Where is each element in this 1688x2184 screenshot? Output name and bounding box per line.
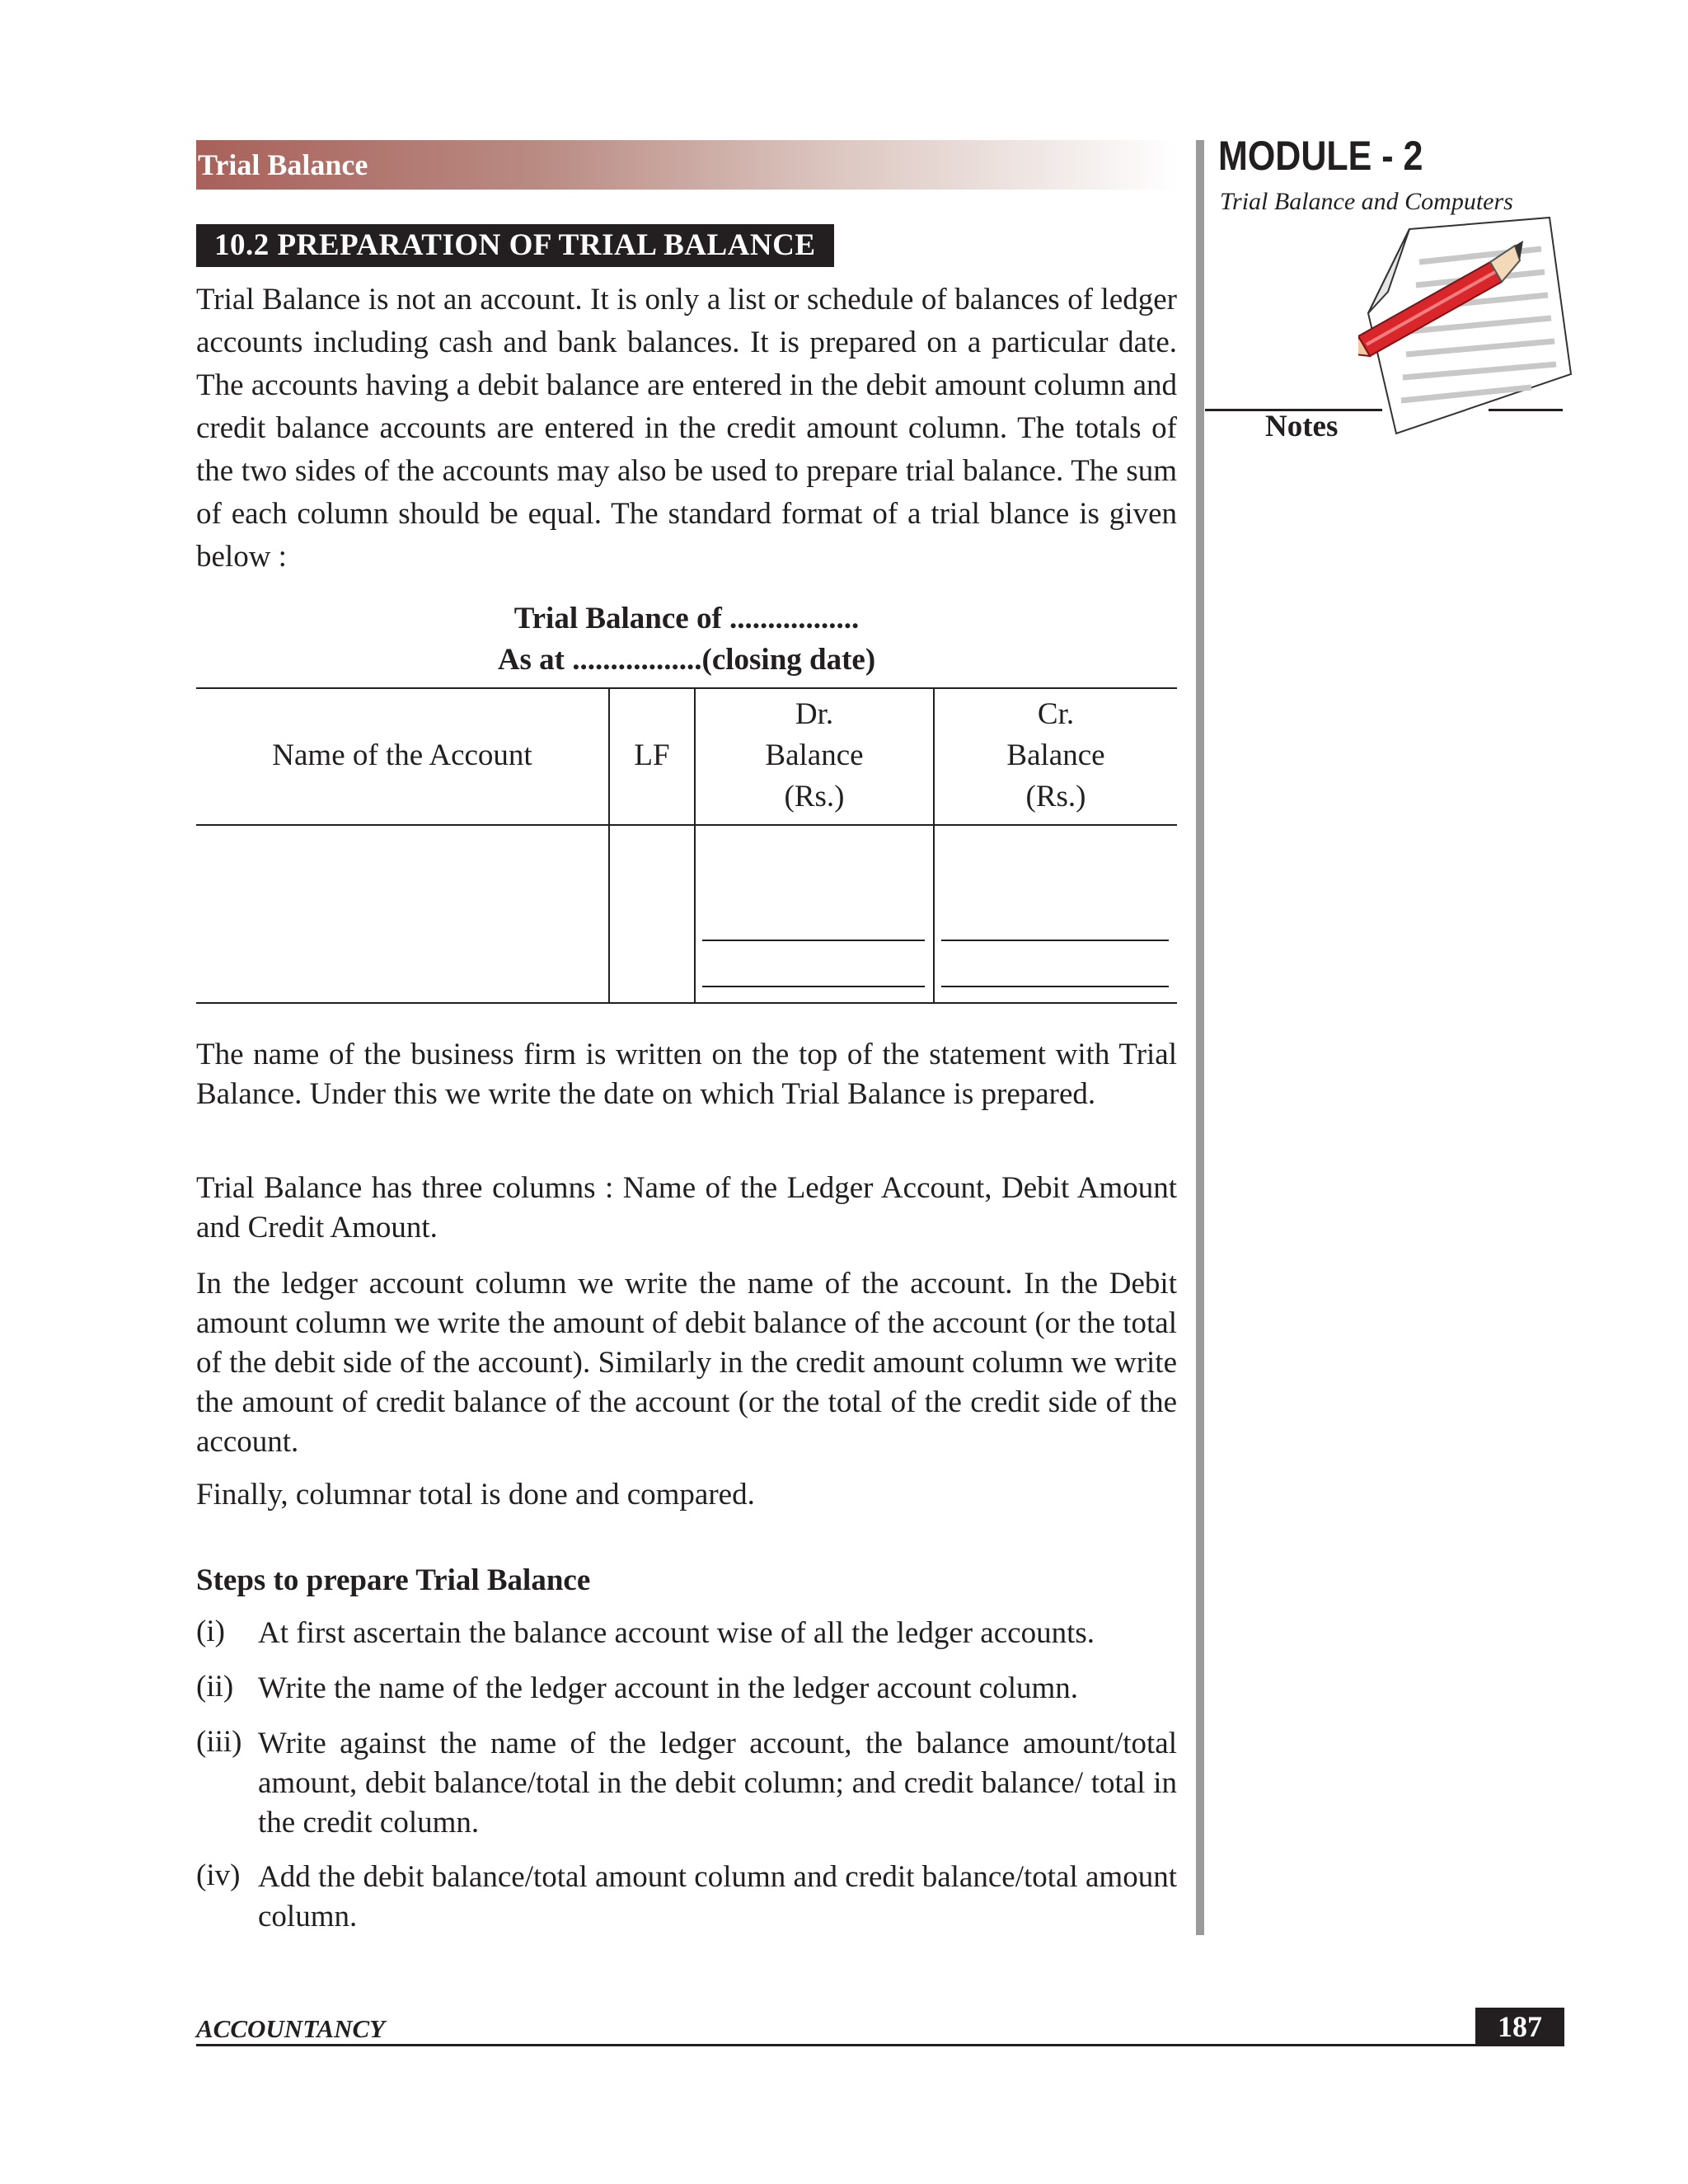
column-header-lf: LF bbox=[634, 738, 670, 772]
cr-total-rule bbox=[941, 940, 1169, 941]
section-heading: 10.2 PREPARATION OF TRIAL BALANCE bbox=[196, 224, 834, 267]
list-item bbox=[0, 1669, 1179, 1710]
paragraph: Finally, columnar total is done and compared. bbox=[196, 1478, 755, 1511]
notes-rule bbox=[1489, 409, 1563, 411]
intro-paragraph: Trial Balance is not an account. It is only a list or schedule of balances of ledger accounts including cash and bank balances. It is prepared on a particular date. The accounts having a debit balance are entered in the debit amount column and credit balance accounts are entered in the credit amount column. The totals of the two sides of the accounts may also be used to prepare trial balance. The sum of each column should be equal. The standard format of a trial blance is given below : bbox=[196, 283, 1177, 574]
column-header-dr-line: Dr. bbox=[795, 697, 834, 731]
step-number: (iii) bbox=[196, 1725, 242, 1759]
column-header-dr-line: (Rs.) bbox=[784, 780, 845, 813]
dr-total-rule bbox=[702, 940, 925, 941]
cr-total-rule bbox=[941, 986, 1169, 987]
table-header-rule bbox=[196, 824, 1177, 826]
paragraph: In the ledger account column we write the name of the account. In the Debit amount column we write the amount of debit balance of the account (or the total of the debit side of the account). Similarly in the credit amount column we write the amount of credit balance of the account (or the total of the credit side of the account. bbox=[196, 1267, 1177, 1459]
trial-balance-format-table bbox=[196, 687, 1177, 1004]
table-caption-line1: Trial Balance of ................. bbox=[513, 602, 860, 635]
column-header-name: Name of the Account bbox=[272, 738, 532, 772]
step-number: (ii) bbox=[196, 1670, 234, 1704]
column-header-cr bbox=[935, 694, 1177, 818]
table-top-rule bbox=[196, 687, 1177, 689]
paragraph: Trial Balance has three columns : Name of the Ledger Account, Debit Amount and Credit Amount. bbox=[196, 1171, 1177, 1244]
step-number: (i) bbox=[196, 1615, 225, 1648]
column-header-cr-line: Cr. bbox=[1037, 697, 1075, 731]
column-header-cr-line: Balance bbox=[1006, 738, 1105, 772]
module-subtitle: Trial Balance and Computers bbox=[1220, 188, 1513, 215]
chapter-title: Trial Balance bbox=[198, 148, 368, 181]
step-text: At first ascertain the balance account wise of all the ledger accounts. bbox=[258, 1616, 1095, 1650]
page-number: 187 bbox=[1475, 2008, 1564, 2046]
column-header-cr-line: (Rs.) bbox=[1025, 780, 1086, 813]
column-header-dr-line: Balance bbox=[765, 738, 864, 772]
module-title: MODULE - 2 bbox=[1218, 133, 1423, 179]
margin-rail bbox=[1196, 140, 1204, 1935]
column-header-dr bbox=[696, 694, 933, 818]
table-caption-line2: As at .................(closing date) bbox=[497, 643, 876, 677]
list-item bbox=[0, 1724, 1179, 1848]
step-text: Add the debit balance/total amount column and credit balance/total amount column. bbox=[258, 1860, 1177, 1933]
step-text: Write against the name of the ledger account, the balance amount/total amount, debit balance/total in the debit column; and credit balance/ total in the credit column. bbox=[258, 1727, 1177, 1840]
table-bottom-rule bbox=[196, 1002, 1177, 1004]
list-item bbox=[0, 1858, 1179, 1940]
steps-heading: Steps to prepare Trial Balance bbox=[196, 1563, 591, 1597]
paragraph: The name of the business firm is written on the top of the statement with Trial Balance. Under this we write the date on which Trial Balance is prepared. bbox=[196, 1038, 1177, 1111]
dr-total-rule bbox=[702, 986, 925, 987]
notes-label: Notes bbox=[1265, 410, 1339, 443]
step-text: Write the name of the ledger account in the ledger account column. bbox=[258, 1671, 1079, 1705]
footer-label: ACCOUNTANCY bbox=[196, 2014, 386, 2043]
list-item bbox=[0, 1614, 1179, 1655]
step-number: (iv) bbox=[196, 1858, 241, 1892]
table-caption bbox=[196, 598, 1177, 681]
footer-rule bbox=[196, 2044, 1564, 2046]
